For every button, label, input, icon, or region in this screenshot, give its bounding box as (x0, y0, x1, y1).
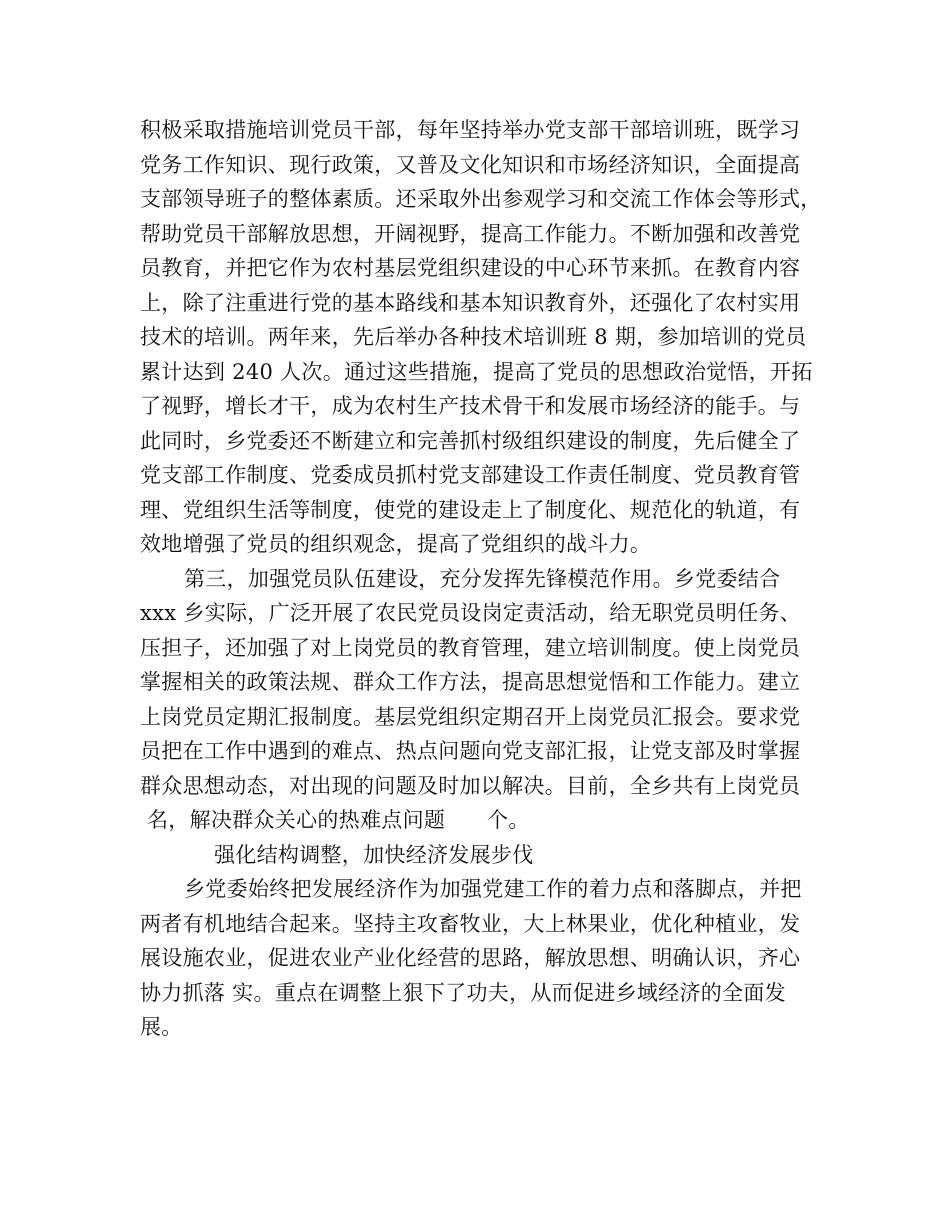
text-line: 上，除了注重进行党的基本路线和基本知识教育外，还强化了农村实用 (140, 290, 801, 315)
text-line: 了视野，增长才干，成为农村生产技术骨干和发展市场经济的能手。与 (140, 394, 801, 418)
text-line: 技术的培训。两年来，先后举办各种技术培训班 8 期，参加培训的党员 (140, 325, 807, 349)
text-line: 帮助党员干部解放思想，开阔视野，提高工作能力。不断加强和改善党 (140, 221, 801, 246)
section-heading: 强化结构调整，加快经济发展步伐 (214, 842, 534, 867)
text-line: xxx 乡实际，广泛开展了农民党员设岗定责活动，给无职党员明任务、 (140, 601, 802, 625)
text-line: 两者有机地结合起来。坚持主攻畜牧业，大上林果业，优化种植业，发 (140, 911, 801, 936)
text-line: 支部领导班子的整体素质。还采取外出参观学习和交流工作体会等形式， (140, 187, 822, 211)
text-line: 党务工作知识、现行政策，又普及文化知识和市场经济知识，全面提高 (140, 152, 801, 177)
text-line: 此同时，乡党委还不断建立和完善抓村级组织建设的制度，先后健全了 (140, 428, 801, 453)
text-line: 压担子，还加强了对上岗党员的教育管理，建立培训制度。使上岗党员 (140, 635, 801, 660)
text-line: 群众思想动态，对出现的问题及时加以解决。目前，全乡共有上岗党员 (140, 773, 801, 798)
paragraph-start-line: 第三，加强党员队伍建设，充分发挥先锋模范作用。乡党委结合 (184, 566, 781, 591)
text-line: 名，解决群众关心的热难点问题 个。 (140, 808, 530, 832)
text-line: 协力抓落 实。重点在调整上狠下了功夫，从而促进乡域经济的全面发 (140, 980, 786, 1005)
text-line: 上岗党员定期汇报制度。基层党组织定期召开上岗党员汇报会。要求党 (140, 704, 801, 729)
text-line: 理、党组织生活等制度，使党的建设走上了制度化、规范化的轨道，有 (140, 497, 801, 522)
text-line: 展设施农业，促进农业产业化经营的思路，解放思想、明确认识，齐心 (140, 946, 801, 970)
text-line: 积极采取措施培训党员干部，每年坚持举办党支部干部培训班，既学习 (140, 118, 801, 142)
document-body (140, 113, 840, 1045)
text-line: 党支部工作制度、党委成员抓村党支部建设工作责任制度、党员教育管 (140, 463, 801, 487)
text-line: 掌握相关的政策法规、群众工作方法，提高思想觉悟和工作能力。建立 (140, 670, 801, 694)
text-line: 员教育，并把它作为农村基层党组织建设的中心环节来抓。在教育内容 (140, 256, 801, 280)
text-line: 效地增强了党员的组织观念，提高了党组织的战斗力。 (140, 532, 652, 556)
text-line: 累计达到 240 人次。通过这些措施，提高了党员的思想政治觉悟，开拓 (140, 359, 813, 384)
text-line: 展。 (140, 1015, 183, 1039)
text-line: 员把在工作中遇到的难点、热点问题向党支部汇报，让党支部及时掌握 (140, 739, 801, 763)
paragraph-start-line: 乡党委始终把发展经济作为加强党建工作的着力点和落脚点，并把 (184, 877, 802, 901)
